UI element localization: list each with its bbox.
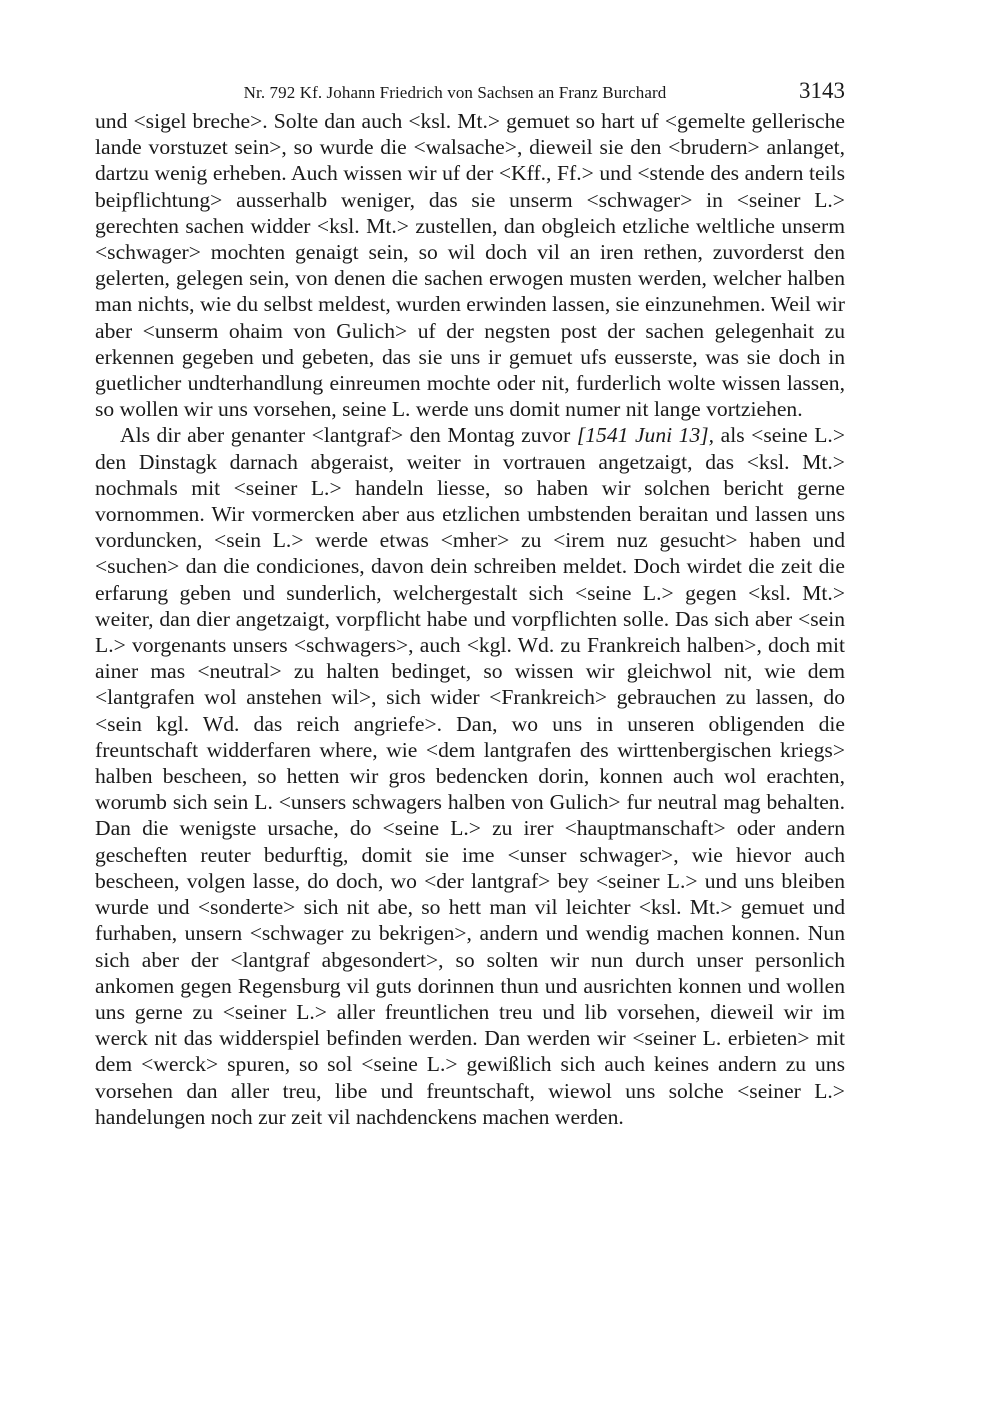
page-number: 3143 — [799, 78, 845, 103]
running-title: Nr. 792 Kf. Johann Friedrich von Sachsen an Franz Burchard — [243, 83, 667, 102]
paragraph-1: und <sigel breche>. Solte dan auch <ksl. Mt.> gemuet so hart uf <gemelte gellerische lande vorstuzet sein>, so wurde die <walsache>, dieweil sie den <brudern> anlanget, dartzu wenig erheben. Auch wissen wir uf der <Kff., Ff.> und <stende des andern teils beipflichtung> ausserhalb weniger, das sie unserm <schwager> in <seiner L.> gerechten sachen widder <ksl. Mt.> zustellen, dan obgleich etzliche weltliche unserm <schwager> mochten genaigt sein, so wil doch vil an iren rethen, zuvorderst den gelerten, gelegen sein, von denen die sachen erwogen musten werden, welcher halben man nichts, wie du selbst meldest, wurden erwinden lassen, sie einzunehmen. Weil wir aber <unserm ohaim von Gulich> uf der negsten post der sachen gelegenhait zu erkennen gegeben und gebeten, das sie uns ir gemuet ufs eusserste, was sie doch in guetlicher undterhandlung einreumen mochte oder nit, furderlich wolte wissen lassen, so wollen wir uns vorsehen, seine L. werde uns domit numer nit lange vortziehen. — [95, 109, 845, 422]
paragraph-2 — [95, 422, 845, 1129]
paragraph-2-text-a: Als dir aber genanter <lantgraf> den Montag zuvor — [120, 423, 577, 448]
body-text — [95, 108, 845, 1130]
editorial-date: [1541 Juni 13], — [576, 423, 715, 448]
document-page — [95, 78, 845, 1130]
paragraph-2-text-b: als <seine L.> den Dinstagk darnach abgeraist, weiter in vortrauen angetzaigt, das <ksl. Mt.> nochmals mit <seiner L.> handeln liesse, so haben wir solchen bericht gerne vornommen. Wir vormercken aber aus etzlichen umbstenden beraitan und lassen uns vorduncken, <sein L.> werde etwas <mher> zu <irem nuz gesucht> haben und <suchen> dan die condiciones, davon dein schreiben meldet. Doch wirdet die zeit die erfarung geben und sunderlich, welchergestalt sich <seine L.> gegen <ksl. Mt.> weiter, dan dier angetzaigt, vorpflicht habe und vorpflichten solle. Das sich aber <sein L.> vorgenants unsers <schwagers>, auch <kgl. Wd. zu Frankreich halben>, doch mit ainer mas <neutral> zu halten bedinget, so wissen wir gleichwol nit, wie dem <lantgrafen wol anstehen wil>, sich wider <Frankreich> gebrauchen zu lassen, do <sein kgl. Wd. das reich angriefe>. Dan, wo uns in unseren obligenden die freuntschaft widderfaren where, wie <dem lantgrafen des wirttenbergischen kriegs> halben bescheen, so hetten wir gros bedencken dorin, konnen auch wol erachten, worumb sich sein L. <unsers schwagers halben von Gulich> fur neutral mag behalten. Dan die wenigste ursache, do <seine L.> zu irer <hauptmanschaft> oder andern gescheften reuter bedurftig, domit sie ime <unser schwager>, wie hievor auch bescheen, volgen lasse, do doch, wo <der lantgraf> bey <seiner L.> und uns bleiben wurde und <sonderte> sich nit abe, so hett man vil leichter <ksl. Mt.> gemuet und furhaben, unsern <schwager zu bekrigen>, andern und wendig machen konnen. Nun sich aber der <lantgraf abgesondert>, so solten wir nun durch unser personlich ankomen gegen Regensburg vil guts dorinnen thun und ausrichten konnen und wollen uns gerne zu <seiner L.> aller freuntlichen treu und lib vorsehen, dieweil wir im werck nit das widderspiel befinden werden. Dan werden wir <seiner L. erbieten> mit dem <werck> spuren, so sol <seine L.> gewißlich sich auch keines andern zu uns vorsehen dan aller treu, libe und freuntschaft, wiewol uns solche <seiner L.> handelungen noch zur zeit vil nachdenckens machen werden. — [95, 423, 845, 1129]
running-head — [95, 78, 845, 108]
